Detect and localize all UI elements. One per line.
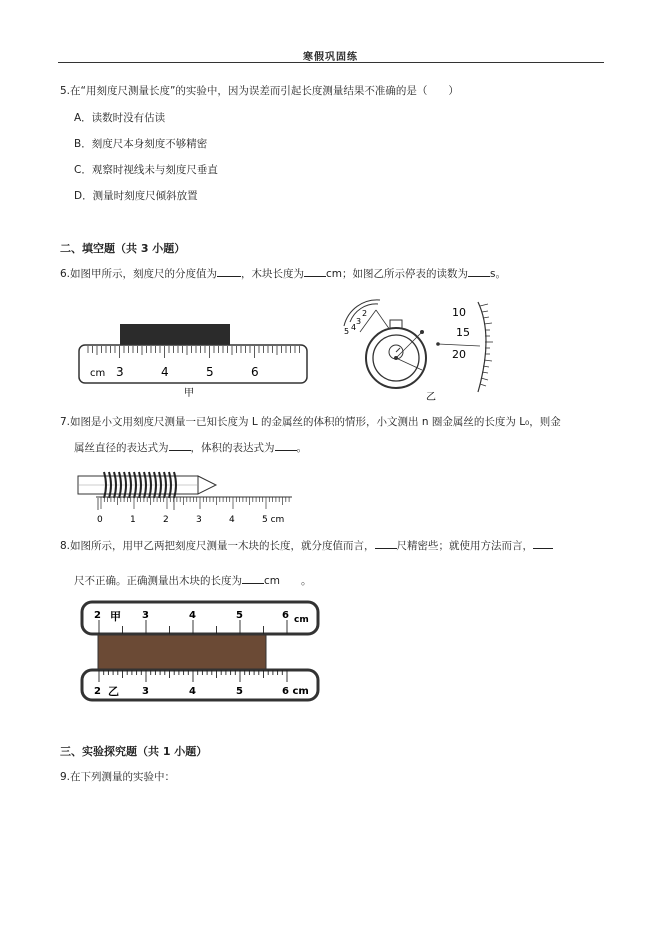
small-dial-number: 4 — [351, 323, 357, 332]
q6-ruler-figure — [76, 318, 316, 398]
ruler-tick-label: 4 — [161, 365, 169, 379]
section-3-title: 三、实验探究题（共 1 小题） — [60, 745, 208, 758]
q7-blank-2 — [275, 440, 297, 451]
ruler-tick-label: 4 — [189, 686, 196, 697]
q8-blank-3 — [242, 573, 264, 584]
ruler-tick-label: 4 — [189, 610, 196, 621]
small-dial-number: 5 — [344, 327, 350, 336]
q8-stem-line-2 — [74, 573, 312, 588]
small-dial-number: 2 — [362, 309, 368, 318]
q8-text-2: 尺精密些；就使用方法而言， — [396, 540, 534, 552]
q8-text-1: 8.如图所示，用甲乙两把刻度尺测量一木块的长度，就分度值而言， — [60, 540, 375, 552]
q7-coil-figure — [76, 466, 296, 528]
q6-blank-2 — [304, 266, 326, 277]
q8-blank-2 — [533, 538, 553, 549]
ruler-tick-label: 1 — [130, 515, 136, 525]
ruler-tick-label: 6 cm — [282, 686, 309, 697]
figure-caption-yi: 乙 — [426, 392, 436, 402]
pencil-tip — [198, 476, 216, 494]
q8-two-rulers-figure — [76, 598, 322, 706]
page-header-title: 寒假巩固练 — [303, 52, 358, 63]
q5-option-c: C．观察时视线未与刻度尺垂直 — [74, 164, 218, 176]
ruler-tick-label: 5 — [206, 365, 214, 379]
q7-stem-line-1: 7.如图是小文用刻度尺测量一已知长度为 L 的金属丝的体积的情形，小文测出 n 圈金属丝的长度为 L₀，则金 — [60, 416, 561, 428]
big-dial-number: 10 — [452, 306, 466, 319]
ruler-label-yi: 乙 — [108, 685, 119, 698]
ruler-tick-label: 6 — [282, 610, 289, 621]
ruler-tick-label: 5 — [236, 686, 243, 697]
q6-stem — [60, 266, 506, 281]
q8-stem-line-1 — [60, 538, 553, 553]
ruler-unit-label: cm — [294, 615, 309, 625]
ruler-tick-label: 3 — [142, 686, 149, 697]
ruler-tick-label: 5 — [236, 610, 243, 621]
ruler-tick-label: 2 — [94, 610, 101, 621]
section-2-title: 二、填空题（共 3 小题） — [60, 242, 186, 255]
small-dial-number: 3 — [356, 317, 362, 326]
q7-text-3: 。 — [296, 442, 307, 454]
ruler-unit-label: cm — [90, 368, 106, 379]
q8-blank-1 — [375, 538, 397, 549]
ruler-tick-label: 0 — [97, 515, 103, 525]
q6-text-3: cm；如图乙所示停表的读数为 — [326, 268, 469, 280]
wood-block — [120, 324, 230, 346]
q7-stem-line-2 — [74, 440, 307, 455]
q9-stem: 9.在下列测量的实验中： — [60, 771, 176, 783]
ruler-tick-label: 2 — [94, 686, 101, 697]
q5-stem: 5.在“用刻度尺测量长度”的实验中，因为误差而引起长度测量结果不准确的是（ ） — [60, 85, 459, 97]
figure-caption-jia: 甲 — [184, 388, 194, 398]
q6-text-1: 6.如图甲所示，刻度尺的分度值为 — [60, 268, 218, 280]
q5-option-a: A．读数时没有估读 — [74, 112, 166, 124]
big-dial-number: 15 — [456, 326, 470, 339]
q6-text-2: ，木块长度为 — [241, 268, 305, 280]
stopwatch-crown — [390, 320, 402, 328]
ruler-tick-label: 5 cm — [262, 515, 285, 525]
q6-stopwatch-figure — [338, 296, 500, 402]
big-dial-number: 20 — [452, 348, 466, 361]
q5-option-b: B．刻度尺本身刻度不够精密 — [74, 138, 208, 150]
wood-block — [98, 634, 266, 670]
q8-text-3: 尺不正确。正确测量出木块的长度为 — [74, 575, 242, 587]
ruler-tick-label: 4 — [229, 515, 235, 525]
ruler-tick-label: 6 — [251, 365, 259, 379]
ruler-tick-label: 3 — [142, 610, 149, 621]
q5-option-d: D．测量时刻度尺倾斜放置 — [74, 190, 198, 202]
q8-text-4: cm 。 — [264, 575, 312, 587]
q7-text-1: 属丝直径的表达式为 — [74, 442, 169, 454]
q6-blank-1 — [217, 266, 241, 277]
q7-text-2: ，体积的表达式为 — [190, 442, 275, 454]
ruler-tick-label: 3 — [196, 515, 202, 525]
q6-text-4: s。 — [490, 268, 507, 280]
header-divider — [58, 62, 604, 63]
ruler-label-jia: 甲 — [110, 610, 121, 623]
ruler-tick-label: 3 — [116, 365, 124, 379]
q7-blank-1 — [169, 440, 191, 451]
q6-blank-3 — [468, 266, 490, 277]
ruler-tick-label: 2 — [163, 515, 169, 525]
